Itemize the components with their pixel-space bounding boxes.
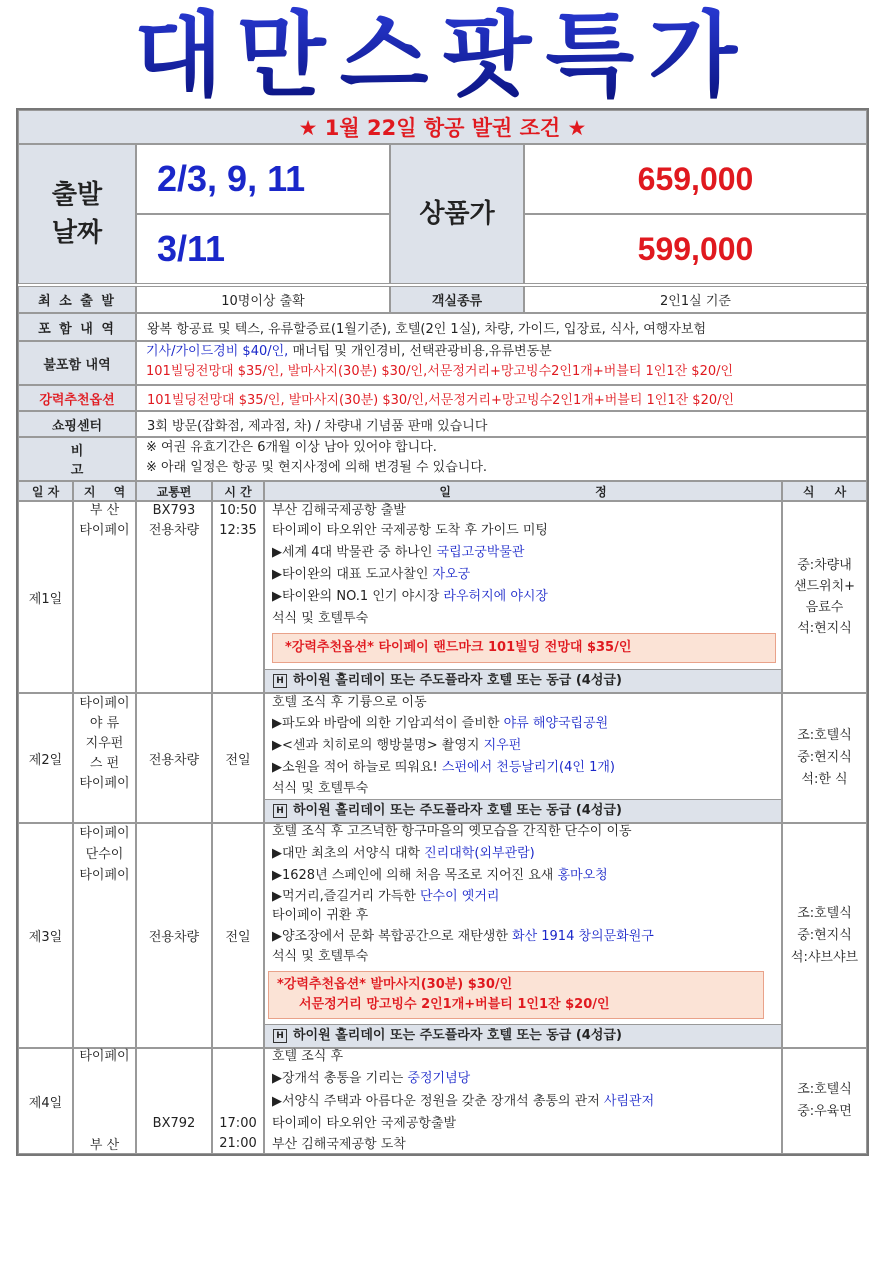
schedule-text: ▶1628년 스페인에 의해 처음 목조로 지어진 요새 (272, 868, 558, 883)
highlight: 진리대학(외부관람) (424, 846, 535, 861)
region-item: 타이페이 (79, 826, 130, 841)
region-item: 스 펀 (89, 756, 120, 771)
region-item: 지우펀 (85, 736, 124, 751)
hotel-name: 하이원 홀리데이 또는 주도플라자 호텔 또는 동급 (4성급) (293, 803, 622, 818)
note-line-1: ※ 여권 유효기간은 6개월 이상 남아 있어야 합니다. (146, 440, 437, 455)
region-item: 야 류 (89, 716, 120, 731)
schedule-line: 호텔 조식 후 고즈넉한 항구마을의 옛모습을 간직한 단수이 이동 (272, 824, 632, 839)
price-2: 599,000 (524, 214, 867, 284)
schedule-line: 타이페이 귀환 후 (272, 908, 369, 923)
price-1: 659,000 (524, 144, 867, 214)
min-departure-label: 최 소 출 발 (18, 286, 136, 313)
region-item: 단수이 (85, 847, 124, 862)
day2-transport: 전용차량 (136, 693, 212, 823)
schedule-line: 부산 김해국제공항 출발 (272, 503, 406, 518)
note-line-2: ※ 아래 일정은 항공 및 현지사정에 의해 변경될 수 있습니다. (146, 460, 488, 475)
day4-transport: BX792 (152, 1116, 196, 1131)
highlight: 지우펀 (483, 738, 522, 753)
schedule-line: 석식 및 호텔투숙 (272, 949, 369, 964)
shopping-label: 쇼핑센터 (18, 411, 136, 437)
option-line: 서문정거리 망고빙수 2인1개+버블티 1인1잔 $20/인 (299, 997, 610, 1012)
meal-item: 샌드위치+ (793, 579, 856, 594)
schedule-line: 석식 및 호텔투숙 (272, 781, 369, 796)
exclude-rest: 매너팁 및 개인경비, 선택관광비용,유류변동분 (288, 344, 552, 359)
note-label: 비 고 (18, 437, 136, 481)
day1-time (212, 501, 264, 541)
highlight: 중정기념당 (407, 1071, 471, 1086)
region-item: 타이페이 (79, 696, 130, 711)
room-type-value: 2인1실 기준 (524, 286, 867, 313)
header-region: 지 역 (73, 481, 136, 501)
depart-label (18, 144, 136, 284)
schedule-text: ▶먹거리,즐길거리 가득한 (272, 889, 420, 904)
highlight: 스펀에서 천등날리기(4인 1개) (441, 760, 615, 775)
meal-item: 조:호텔식 (797, 905, 852, 921)
schedule-line (272, 758, 615, 778)
schedule-line (272, 736, 521, 756)
schedule-line (272, 565, 470, 585)
schedule-line (272, 1092, 654, 1112)
exclude-guide-fee: 기사/가이드경비 $40/인, (146, 344, 289, 359)
day2-region (73, 694, 136, 794)
schedule-text: ▶소원을 적어 하늘로 띄워요! (272, 760, 442, 775)
exclude-line-1 (146, 342, 552, 362)
meal-item: 중:우육면 (797, 1104, 852, 1119)
header-transport: 교통편 (136, 481, 212, 501)
day1-hotel (264, 669, 782, 693)
hotel-name: 하이원 홀리데이 또는 주도플라자 호텔 또는 동급 (4성급) (293, 673, 622, 688)
day4-label: 제4일 (18, 1048, 73, 1154)
highlight: 단수이 옛거리 (419, 889, 500, 904)
day3-label: 제3일 (18, 823, 73, 1048)
hotel-icon: H (273, 804, 287, 818)
depart-dates-2: 3/11 (136, 214, 390, 284)
day1-transport (136, 501, 212, 541)
day3-transport: 전용차량 (136, 823, 212, 1048)
option-line: *강력추천옵션* 발마사지(30분) $30/인 (277, 977, 513, 992)
schedule-line: 타이페이 타오위안 국제공항 도착 후 가이드 미팅 (272, 523, 548, 538)
region-item: 타이페이 (79, 776, 130, 791)
time-item: 12:35 (219, 523, 257, 538)
header-meal: 식 사 (782, 481, 867, 501)
schedule-line: 호텔 조식 후 (272, 1049, 344, 1064)
highlight: 라우허지에 야시장 (443, 589, 548, 604)
header-schedule: 일 정 (264, 481, 782, 501)
region-item: 타이페이 (79, 523, 130, 538)
day1-label: 제1일 (18, 501, 73, 693)
schedule-line: 타이페이 타오위안 국제공항출발 (272, 1116, 457, 1131)
header-day: 일 자 (18, 481, 73, 501)
day3-hotel (264, 1024, 782, 1048)
day4-transport-cell (136, 1048, 212, 1154)
schedule-line: 부산 김해국제공항 도착 (272, 1137, 406, 1152)
schedule-line (272, 844, 535, 864)
schedule-text: ▶서양식 주택과 아름다운 정원을 갖춘 장개석 총통의 관저 (272, 1094, 604, 1109)
time-item: 17:00 (219, 1116, 257, 1131)
highlight: 화산 1914 창의문화원구 (512, 929, 654, 944)
day4-time (212, 1114, 264, 1154)
day4-region-top: 타이페이 (79, 1049, 130, 1064)
schedule-text: ▶세계 4대 박물관 중 하나인 (272, 545, 437, 560)
highlight: 야류 해양국립공원 (503, 716, 609, 731)
transport-item: 전용차량 (148, 523, 200, 538)
meal-item: 석:현지식 (797, 621, 852, 636)
exclude-line-2: 101빌딩전망대 $35/인, 발마사지(30분) $30/인,서문정거리+망고빙수2인1개+버블티 1인1잔 $20/인 (146, 364, 734, 379)
day2-label: 제2일 (18, 693, 73, 823)
highlight: 자오궁 (432, 567, 471, 582)
day2-meal (782, 693, 867, 823)
depart-dates-1: 2/3, 9, 11 (136, 144, 390, 214)
day4-region-bottom: 부 산 (89, 1138, 120, 1153)
page-title: 대만스팟특가 (0, 0, 885, 112)
price-label: 상품가 (390, 144, 524, 284)
schedule-line (272, 587, 548, 607)
depart-label-line1: 출발 (51, 180, 103, 210)
meal-item: 석:한 식 (801, 772, 848, 787)
shopping-value: 3회 방문(잡화점, 제과점, 차) / 차량내 기념품 판매 있습니다 (136, 411, 867, 437)
schedule-line (272, 714, 608, 734)
meal-item: 중:현지식 (797, 750, 852, 765)
schedule-line (272, 543, 524, 563)
schedule-text: ▶타이완의 대표 도교사찰인 (272, 567, 433, 582)
highlight: 사림관저 (603, 1094, 655, 1109)
schedule-text: ▶<센과 치히로의 행방불명> 촬영지 (272, 738, 484, 753)
schedule-line: 석식 및 호텔투숙 (272, 611, 369, 626)
schedule-line (272, 927, 654, 947)
meal-item: 음료수 (805, 600, 844, 615)
schedule-text: ▶양조장에서 문화 복합공간으로 재탄생한 (272, 929, 513, 944)
day1-region (73, 501, 136, 541)
region-item: 부 산 (89, 503, 120, 518)
meal-item: 석:샤브샤브 (790, 949, 859, 965)
header-time: 시 간 (212, 481, 264, 501)
day1-meal (782, 501, 867, 693)
hotel-icon: H (273, 674, 287, 688)
highlight: 홍마오청 (557, 868, 608, 883)
meal-item: 조:호텔식 (797, 1082, 852, 1097)
day4-meal (782, 1048, 867, 1154)
day3-time: 전일 (212, 823, 264, 1048)
hotel-icon: H (273, 1029, 287, 1043)
day3-region (73, 823, 136, 886)
schedule-text: ▶파도와 바람에 의한 기암괴석이 즐비한 (272, 716, 504, 731)
depart-label-line2: 날짜 (51, 218, 103, 248)
schedule-line (272, 866, 608, 886)
day3-meal (782, 823, 867, 1048)
time-item: 10:50 (219, 503, 257, 518)
highlight: 국립고궁박물관 (436, 545, 525, 560)
schedule-text: ▶타이완의 NO.1 인기 야시장 (272, 589, 444, 604)
option-label: 강력추천옵션 (18, 385, 136, 411)
time-item: 21:00 (219, 1136, 257, 1151)
day2-hotel (264, 799, 782, 823)
day1-option-box: *강력추천옵션* 타이페이 랜드마크 101빌딩 전망대 $35/인 (272, 633, 776, 663)
schedule-text: ▶대만 최초의 서양식 대학 (272, 846, 425, 861)
day3-option-box (268, 971, 764, 1019)
day2-time: 전일 (212, 693, 264, 823)
transport-item: BX793 (152, 503, 196, 518)
meal-item: 중:현지식 (797, 927, 852, 943)
include-value: 왕복 항공료 및 텍스, 유류할증료(1월기준), 호텔(2인 1실), 차량, 가이드, 입장료, 식사, 여행자보험 (136, 313, 867, 341)
region-item: 타이페이 (79, 868, 130, 883)
room-type-label: 객실종류 (390, 286, 524, 313)
meal-item: 조:호텔식 (797, 728, 852, 743)
exclude-label: 불포함 내역 (18, 341, 136, 385)
schedule-line: 호텔 조식 후 기륭으로 이동 (272, 695, 427, 710)
schedule-line (272, 1069, 470, 1089)
schedule-text: ▶장개석 총통을 기리는 (272, 1071, 408, 1086)
include-label: 포 함 내 역 (18, 313, 136, 341)
schedule-line (272, 887, 499, 907)
option-value: 101빌딩전망대 $35/인, 발마사지(30분) $30/인,서문정거리+망고빙수2인1개+버블티 1인1잔 $20/인 (136, 385, 867, 411)
meal-item: 중:차량내 (797, 558, 852, 573)
min-departure-value: 10명이상 출확 (136, 286, 390, 313)
banner: ★ 1월 22일 항공 발권 조건 ★ (18, 110, 867, 144)
hotel-name: 하이원 홀리데이 또는 주도플라자 호텔 또는 동급 (4성급) (293, 1028, 622, 1043)
